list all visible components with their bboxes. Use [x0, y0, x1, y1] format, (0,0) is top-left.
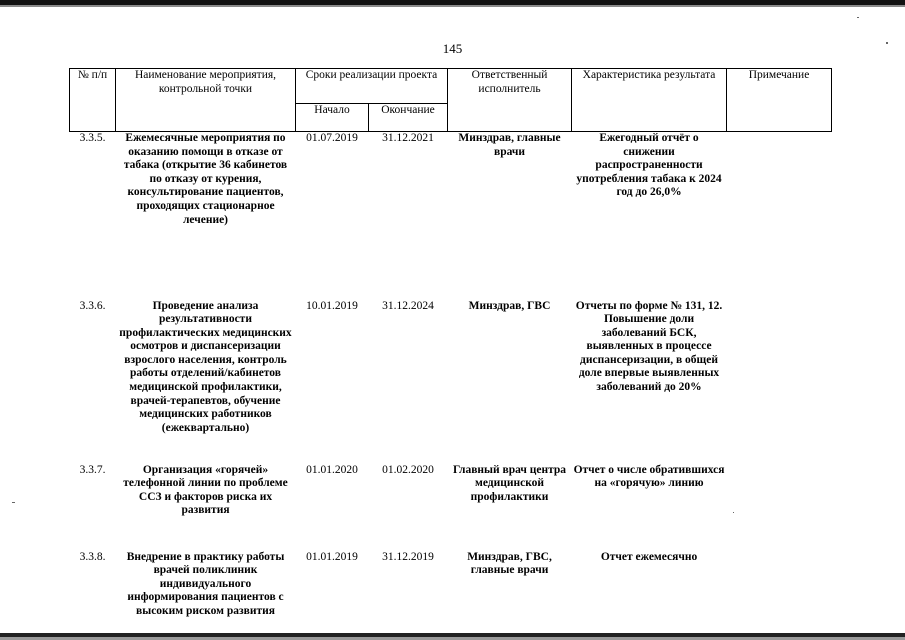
row-responsible: Минздрав, ГВС, главные врачи	[467, 550, 552, 577]
row-result: Ежегодный отчёт о снижении распространенности употребления табака к 2024 год до 26,0%	[576, 132, 722, 199]
table-row	[70, 464, 832, 551]
row-responsible: Минздрав, ГВС	[468, 299, 551, 312]
row-note	[727, 132, 832, 300]
row-note	[727, 551, 832, 625]
row-start-date: 01.01.2020	[306, 463, 358, 476]
table-row	[70, 551, 832, 625]
row-result: Отчет ежемесячно	[600, 550, 698, 563]
row-end-date: 31.12.2021	[382, 132, 434, 144]
row-activity: Ежемесячные мероприятия по оказанию помощи в отказе от табака (открытие 36 кабинетов по отказу от курения, консультирование пациентов, проходящих стационарное лечение)	[123, 132, 288, 226]
header-start: Начало	[296, 104, 369, 132]
row-result: Отчет о числе обратившихся на «горячую» линию	[573, 463, 725, 490]
scan-speck	[857, 17, 859, 18]
row-end-date: 31.12.2019	[382, 550, 434, 563]
scan-speck	[12, 502, 15, 503]
row-activity: Организация «горячей» телефонной линии по проблеме ССЗ и факторов риска их развития	[123, 463, 288, 517]
header-dates: Сроки реализации проекта	[296, 69, 448, 104]
row-number: 3.3.5.	[79, 132, 106, 144]
row-number: 3.3.6.	[79, 299, 106, 312]
row-start-date: 10.01.2019	[306, 299, 358, 312]
table-row	[70, 132, 832, 300]
header-note: Примечание	[727, 69, 832, 132]
header-name: Наименование мероприятия, контрольной точки	[116, 69, 296, 132]
row-activity: Внедрение в практику работы врачей поликлиник индивидуального информирования пациентов с высоким риском развития	[126, 550, 285, 617]
row-responsible: Главный врач центра медицинской профилактики	[452, 463, 567, 503]
scan-edge-top-shadow	[0, 5, 905, 7]
row-note	[727, 300, 832, 464]
header-result: Характеристика результата	[572, 69, 727, 132]
page-number: 145	[442, 41, 463, 56]
header-end: Окончание	[369, 104, 448, 132]
header-responsible: Ответственный исполнитель	[448, 69, 572, 132]
action-plan-table	[69, 68, 832, 625]
row-end-date: 01.02.2020	[382, 463, 434, 476]
row-note	[727, 464, 832, 551]
row-number: 3.3.8.	[79, 550, 106, 563]
row-number: 3.3.7.	[79, 463, 106, 476]
row-activity: Проведение анализа результативности профилактических медицинских осмотров и диспансеризации взрослого населения, контроль работы отделений/кабинетов медицинской профилактики, врачей-терапевтов, обучение медицинских работников (ежеквартально)	[119, 299, 292, 434]
row-responsible: Минздрав, главные врачи	[458, 132, 561, 158]
row-start-date: 01.01.2019	[306, 550, 358, 563]
row-start-date: 01.07.2019	[306, 132, 358, 144]
header-num: № п/п	[70, 69, 116, 132]
row-result: Отчеты по форме № 131, 12. Повышение доли заболеваний БСК, выявленных в процессе диспансеризации, в общей доле впервые выявленных заболеваний до 20%	[575, 299, 723, 394]
row-end-date: 31.12.2024	[382, 299, 434, 312]
table-row	[70, 300, 832, 464]
